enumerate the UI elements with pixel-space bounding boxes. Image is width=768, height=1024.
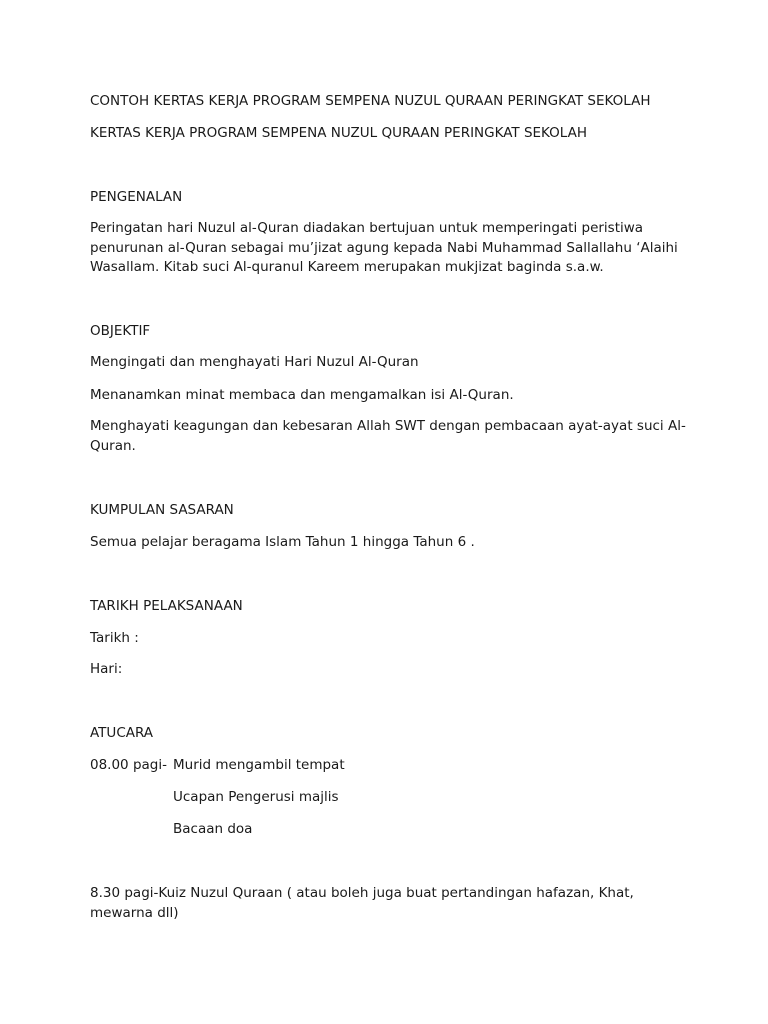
section-title-tarikh-pelaksanaan: TARIKH PELAKSANAAN (90, 598, 243, 614)
section-title-kumpulan-sasaran: KUMPULAN SASARAN (90, 502, 234, 518)
atucara-slot1-item-1: Murid mengambil tempat (173, 757, 345, 773)
atucara-slot2: 8.30 pagi-Kuiz Nuzul Quraan ( atau boleh juga buat pertandingan hafazan, Khat, mewarna dll) (90, 885, 634, 921)
hari-field: Hari: (90, 661, 123, 677)
objektif-item-2: Menanamkan minat membaca dan mengamalkan isi Al-Quran. (90, 387, 514, 403)
document-heading: CONTOH KERTAS KERJA PROGRAM SEMPENA NUZUL QURAAN PERINGKAT SEKOLAH (90, 93, 651, 109)
atucara-slot1-item-3: Bacaan doa (173, 821, 253, 837)
section-title-atucara: ATUCARA (90, 725, 154, 741)
atucara-slot1-item-2: Ucapan Pengerusi majlis (173, 789, 339, 805)
atucara-slot1-time: 08.00 pagi- (90, 757, 167, 773)
kumpulan-sasaran-body: Semua pelajar beragama Islam Tahun 1 hingga Tahun 6 . (90, 534, 475, 550)
objektif-item-1: Mengingati dan menghayati Hari Nuzul Al-Quran (90, 354, 419, 370)
objektif-item-3: Menghayati keagungan dan kebesaran Allah SWT dengan pembacaan ayat-ayat suci Al-Quran. (90, 418, 686, 454)
section-title-objektif: OBJEKTIF (90, 323, 151, 339)
tarikh-field: Tarikh : (90, 630, 139, 646)
pengenalan-body: Peringatan hari Nuzul al-Quran diadakan bertujuan untuk memperingati peristiwa penurunan al-Quran sebagai mu’jizat agung kepada Nabi Muhammad Sallallahu ‘Alaihi Wasallam. Kitab suci Al-quranul Kareem merupakan mukjizat baginda s.a.w. (90, 220, 678, 275)
section-title-pengenalan: PENGENALAN (90, 189, 183, 205)
document-subheading: KERTAS KERJA PROGRAM SEMPENA NUZUL QURAAN PERINGKAT SEKOLAH (90, 125, 588, 141)
